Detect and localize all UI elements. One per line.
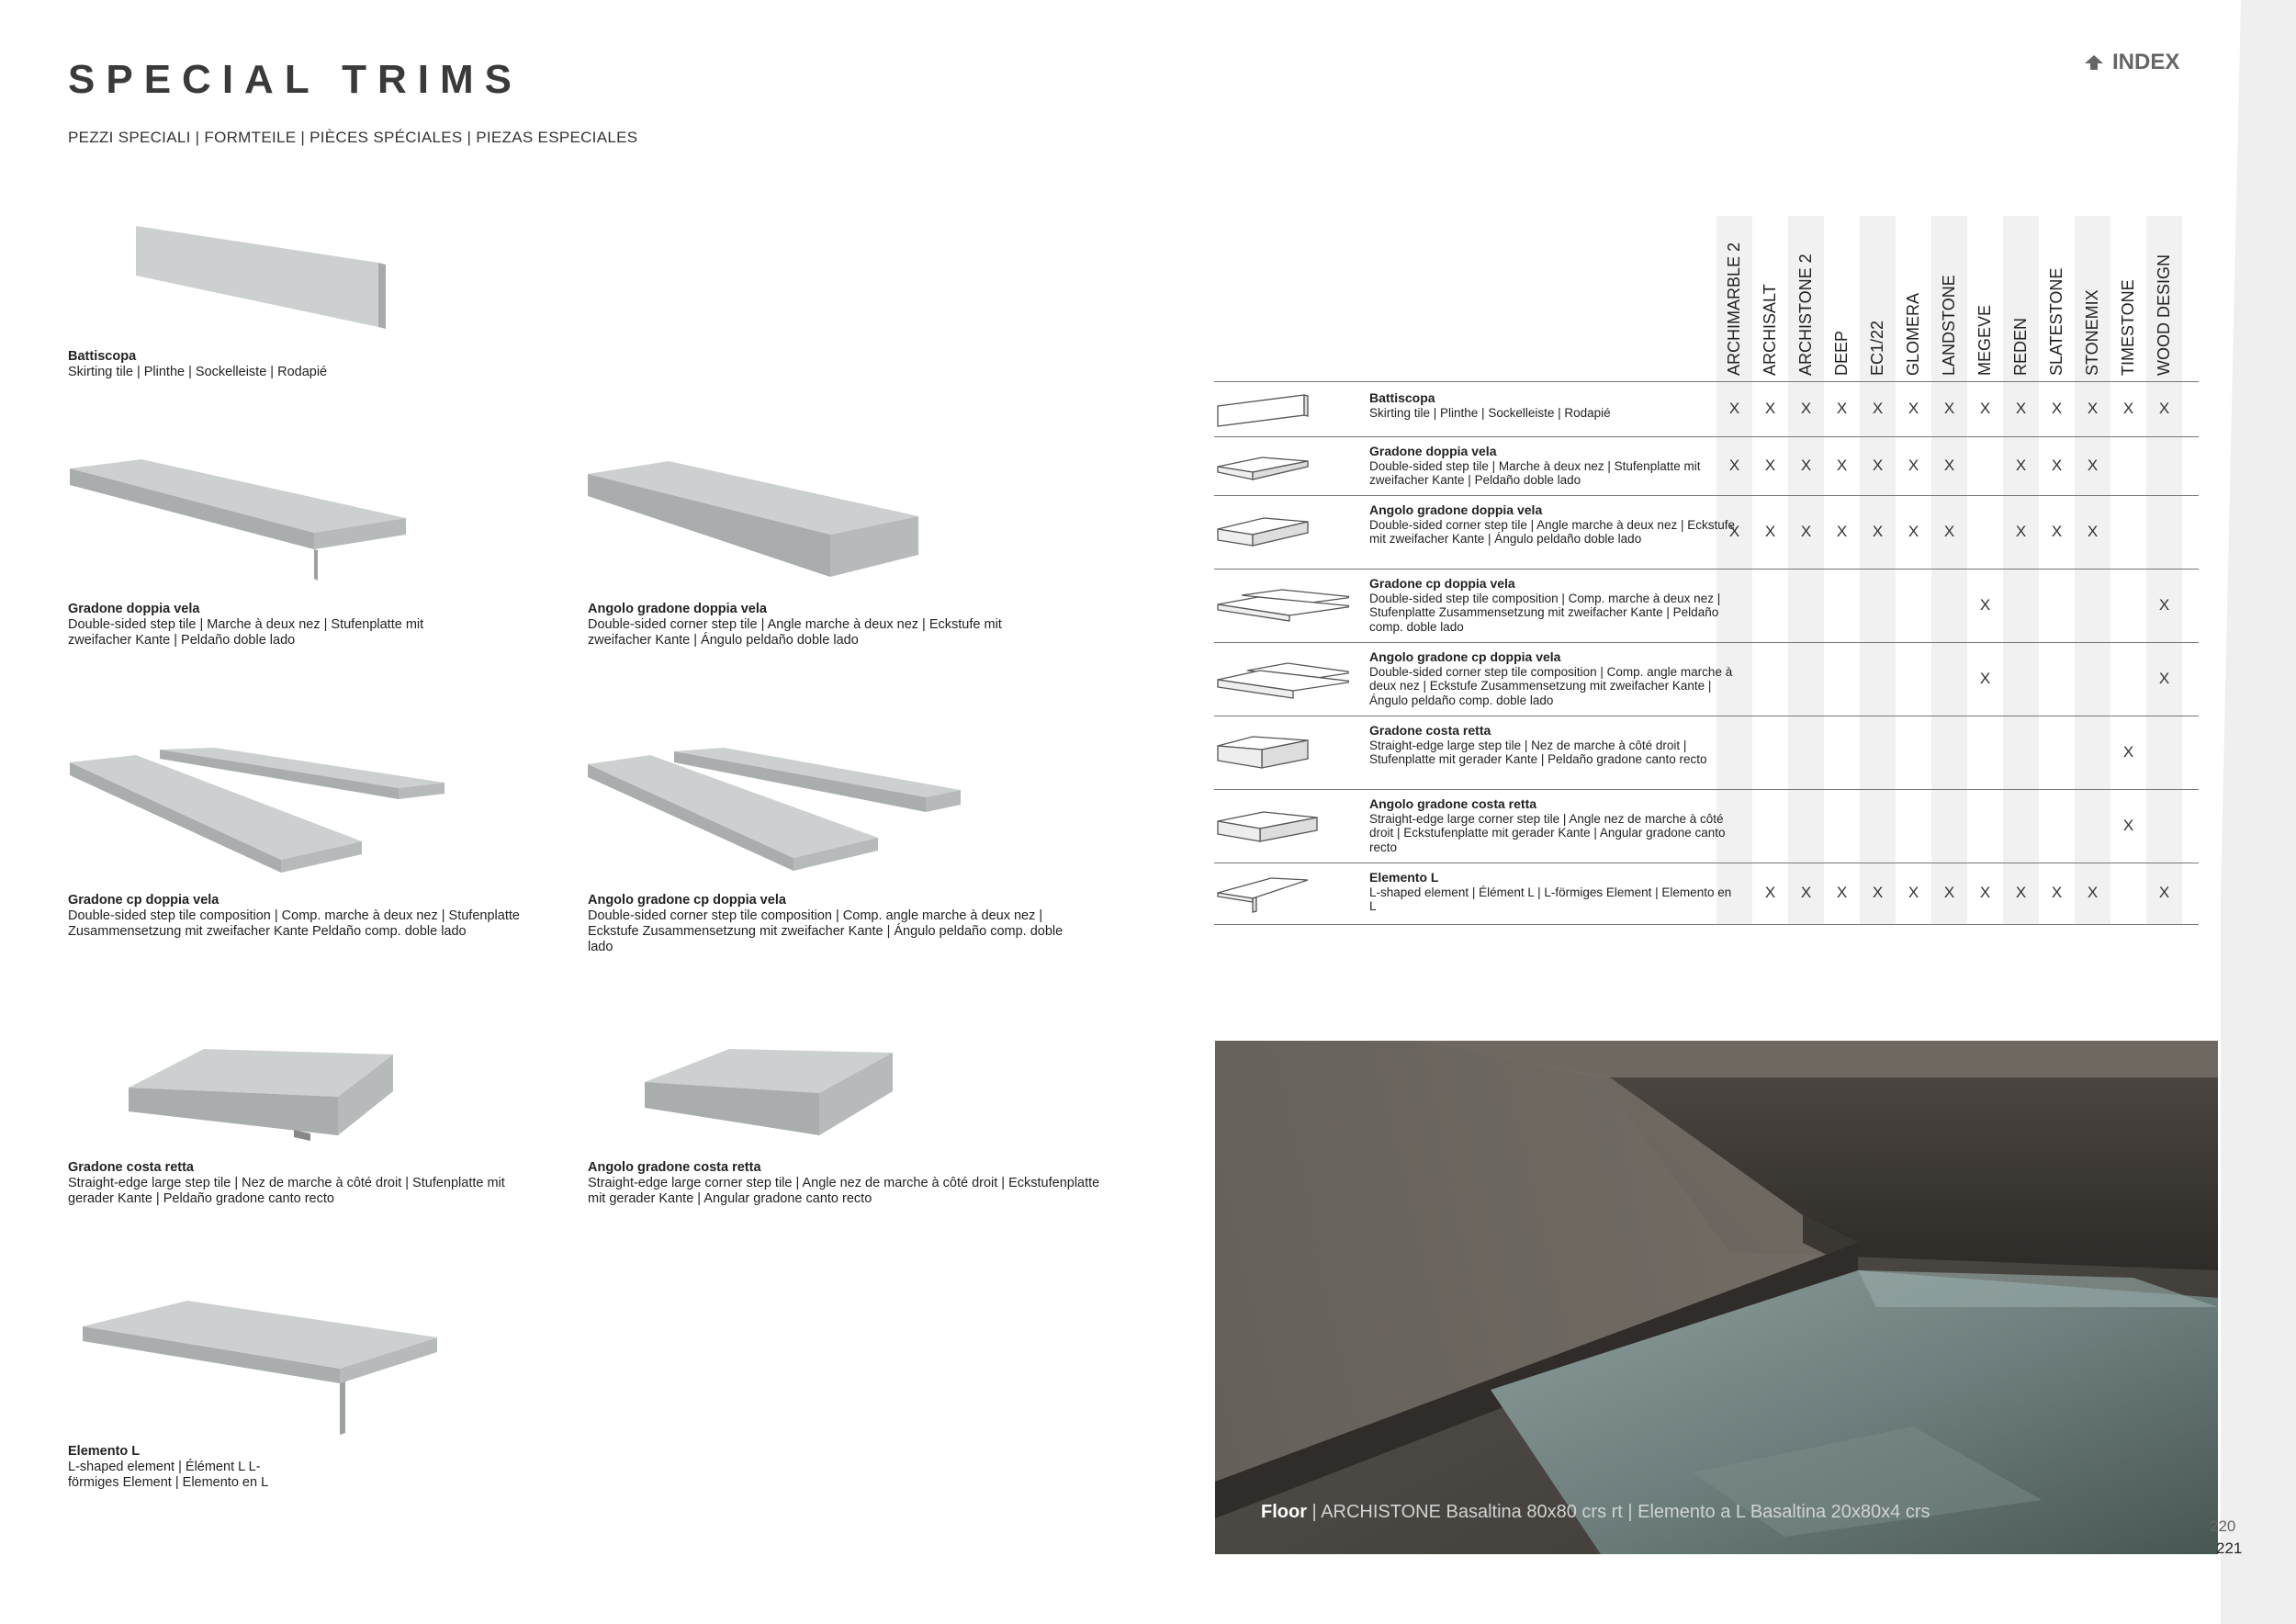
availability-mark: X xyxy=(1979,596,1991,614)
column-header xyxy=(2146,216,2182,381)
caption-desc: Skirting tile | Plinthe | Sockelleiste | Rodapié xyxy=(68,365,328,379)
caption-desc: Double-sided corner step tile | Angle marche à deux nez | Eckstufe mit zweifacher Kante | Ángulo peldaño doble lado xyxy=(588,617,1002,648)
row-text xyxy=(1369,503,1737,547)
column-label: ARCHISTONE 2 xyxy=(1795,254,1815,376)
column-header xyxy=(1860,216,1896,381)
caption-title: Battiscopa xyxy=(68,349,137,364)
row-text xyxy=(1369,445,1737,488)
caption-desc: Double-sided step tile | Marche à deux nez | Stufenplatte mit zweifacher Kante | Peldaño doble lado xyxy=(68,617,424,648)
gradone-doppia-vela-icon xyxy=(1216,450,1349,491)
row-title: Angolo gradone doppia vela xyxy=(1369,502,1543,517)
availability-mark: X xyxy=(1728,523,1740,540)
caption-title: Gradone costa retta xyxy=(68,1160,194,1175)
caption-angolo-gradone-doppia-vela xyxy=(588,602,1010,648)
caption-desc: Straight-edge large corner step tile | Angle nez de marche à côté droit | Eckstufenplatte mit gerader Kante | Angular gradone canto recto xyxy=(588,1176,1100,1206)
availability-mark: X xyxy=(1943,884,1955,901)
availability-mark: X xyxy=(1979,670,1991,687)
page-title: SPECIAL TRIMS xyxy=(68,57,523,102)
availability-mark: X xyxy=(2087,523,2099,540)
caption-title: Gradone doppia vela xyxy=(68,602,200,616)
page-number-left: 220 xyxy=(2210,1517,2236,1535)
availability-mark: X xyxy=(2122,743,2134,761)
photo-caption-label: Floor xyxy=(1261,1502,1307,1522)
availability-mark: X xyxy=(1872,457,1884,474)
caption-desc: Double-sided corner step tile composition | Comp. angle marche à deux nez | Eckstufe Zusammensetzung mit zweifacher Kante | Ángulo peldaño comp. doble lado xyxy=(588,908,1064,954)
table-row xyxy=(1214,569,2199,643)
row-title: Gradone doppia vela xyxy=(1369,444,1497,458)
elemento-l-icon xyxy=(1216,871,1349,921)
availability-mark: X xyxy=(1728,457,1740,474)
row-text xyxy=(1369,650,1737,707)
caption-title: Angolo gradone costa retta xyxy=(588,1160,761,1175)
availability-mark: X xyxy=(2122,400,2134,417)
gradone-cp-doppia-vela-icon xyxy=(1216,588,1349,633)
page-subtitle: PEZZI SPECIALI | FORMTEILE | PIÈCES SPÉCIALES | PIEZAS ESPECIALES xyxy=(68,129,638,146)
tile-image-gradone-doppia-vela xyxy=(68,457,417,586)
availability-mark: X xyxy=(2051,457,2063,474)
row-desc: Straight-edge large step tile | Nez de marche à côté droit | Stufenplatte mit gerader Kante | Peldaño gradone canto recto xyxy=(1369,738,1707,766)
column-label: GLOMERA xyxy=(1903,292,1922,376)
availability-mark: X xyxy=(1836,457,1848,474)
tile-image-angolo-gradone-cp-doppia-vela xyxy=(586,746,972,874)
row-desc: Double-sided step tile composition | Comp. marche à deux nez | Stufenplatte Zusammensetzung mit zweifacher Kante | Peldaño comp. doble lado xyxy=(1369,591,1721,634)
row-desc: Double-sided corner step tile composition | Comp. angle marche à deux nez | Eckstufe Zusammensetzung mit zweifacher Kante | Ángulo peldaño comp. doble lado xyxy=(1369,664,1733,707)
column-label: DEEP xyxy=(1831,330,1851,376)
column-header xyxy=(1931,216,1967,381)
caption-title: Angolo gradone cp doppia vela xyxy=(588,893,786,908)
availability-mark: X xyxy=(1908,523,1919,540)
caption-battiscopa xyxy=(68,349,327,380)
gradone-costa-retta-icon xyxy=(1216,733,1349,778)
table-row xyxy=(1214,716,2199,790)
availability-mark: X xyxy=(1943,523,1955,540)
column-header xyxy=(2039,216,2075,381)
availability-mark: X xyxy=(1979,884,1991,901)
availability-mark: X xyxy=(1872,523,1884,540)
caption-title: Elemento L xyxy=(68,1444,141,1459)
caption-elemento-l xyxy=(68,1444,298,1491)
availability-mark: X xyxy=(1908,400,1919,417)
row-text xyxy=(1369,391,1737,420)
availability-mark: X xyxy=(1764,523,1776,540)
column-label: MEGEVE xyxy=(1975,304,1994,376)
availability-mark: X xyxy=(1764,884,1776,901)
availability-mark: X xyxy=(1764,457,1776,474)
row-desc: Double-sided step tile | Marche à deux nez | Stufenplatte mit zweifacher Kante | Peldaño doble lado xyxy=(1369,458,1701,487)
arrow-up-icon xyxy=(2083,52,2109,73)
table-row xyxy=(1214,642,2199,716)
availability-mark: X xyxy=(2158,400,2170,417)
availability-mark: X xyxy=(1872,884,1884,901)
page-number-right: 221 xyxy=(2216,1539,2243,1557)
row-desc: Straight-edge large corner step tile | Angle nez de marche à côté droit | Eckstufenplatte mit gerader Kante | Angular gradone canto recto xyxy=(1369,811,1726,854)
availability-mark: X xyxy=(2051,884,2063,901)
column-label: EC1/22 xyxy=(1867,320,1886,376)
tile-image-angolo-gradone-doppia-vela xyxy=(586,459,935,588)
row-title: Battiscopa xyxy=(1369,390,1435,405)
availability-mark: X xyxy=(1800,884,1812,901)
caption-gradone-costa-retta xyxy=(68,1160,546,1207)
availability-mark: X xyxy=(2087,884,2099,901)
angolo-gradone-cp-doppia-vela-icon xyxy=(1216,661,1349,706)
caption-angolo-gradone-costa-retta xyxy=(588,1160,1102,1207)
caption-desc: Straight-edge large step tile | Nez de marche à côté droit | Stufenplatte mit gerader Kante | Peldaño gradone canto recto xyxy=(68,1176,505,1206)
column-header xyxy=(1788,216,1824,381)
column-header xyxy=(1967,216,2003,381)
caption-desc: L-shaped element | Élément L L-förmiges Element | Elemento en L xyxy=(68,1460,269,1490)
photo-caption xyxy=(1261,1502,1930,1523)
column-header xyxy=(2075,216,2110,381)
availability-mark: X xyxy=(2051,400,2063,417)
availability-mark: X xyxy=(1979,400,1991,417)
availability-mark: X xyxy=(1800,523,1812,540)
battiscopa-icon xyxy=(1216,391,1349,433)
column-label: SLATESTONE xyxy=(2046,267,2065,376)
row-title: Gradone cp doppia vela xyxy=(1369,576,1515,591)
availability-mark: X xyxy=(2158,884,2170,901)
caption-title: Angolo gradone doppia vela xyxy=(588,602,767,616)
tile-image-elemento-l xyxy=(79,1299,446,1437)
index-link[interactable] xyxy=(2083,50,2179,75)
column-header xyxy=(2003,216,2039,381)
index-label: INDEX xyxy=(2112,50,2180,74)
column-header xyxy=(1896,216,1931,381)
availability-mark: X xyxy=(1908,457,1919,474)
row-desc: Double-sided corner step tile | Angle marche à deux nez | Eckstufe mit zweifacher Kante | Ángulo peldaño doble lado xyxy=(1369,517,1735,546)
tile-image-angolo-gradone-costa-retta xyxy=(643,1047,900,1148)
column-label: LANDSTONE xyxy=(1939,275,1958,376)
floor-photo xyxy=(1215,1041,2218,1554)
column-label: TIMESTONE xyxy=(2118,279,2137,376)
availability-mark: X xyxy=(2122,817,2134,834)
caption-desc: Double-sided step tile composition | Comp. marche à deux nez | Stufenplatte Zusammensetzung mit zweifacher Kante Peldaño comp. doble lado xyxy=(68,908,520,939)
column-label: ARCHIMARBLE 2 xyxy=(1724,242,1743,376)
row-title: Gradone costa retta xyxy=(1369,723,1491,738)
caption-gradone-doppia-vela xyxy=(68,602,490,648)
availability-mark: X xyxy=(1943,400,1955,417)
availability-mark: X xyxy=(1872,400,1884,417)
availability-mark: X xyxy=(1728,400,1740,417)
row-desc: L-shaped element | Élément L | L-förmiges Element | Elemento en L xyxy=(1369,885,1732,913)
availability-mark: X xyxy=(2087,400,2099,417)
row-desc: Skirting tile | Plinthe | Sockelleiste | Rodapié xyxy=(1369,405,1611,420)
availability-mark: X xyxy=(1800,457,1812,474)
tile-image-gradone-costa-retta xyxy=(127,1047,402,1148)
availability-mark: X xyxy=(1764,400,1776,417)
table-row xyxy=(1214,789,2199,863)
column-header xyxy=(2110,216,2146,381)
row-text xyxy=(1369,871,1737,914)
availability-mark: X xyxy=(1836,884,1848,901)
availability-mark: X xyxy=(1943,457,1955,474)
column-label: WOOD DESIGN xyxy=(2154,254,2173,376)
column-header xyxy=(1752,216,1788,381)
column-label: STONEMIX xyxy=(2082,289,2101,376)
availability-mark: X xyxy=(1908,884,1919,901)
row-title: Angolo gradone cp doppia vela xyxy=(1369,649,1561,664)
availability-mark: X xyxy=(2015,884,2027,901)
row-text xyxy=(1369,797,1737,854)
availability-mark: X xyxy=(2158,670,2170,687)
caption-angolo-gradone-cp-doppia-vela xyxy=(588,893,1084,955)
availability-mark: X xyxy=(1836,523,1848,540)
column-label: ARCHISALT xyxy=(1760,284,1779,376)
photo-caption-text: | ARCHISTONE Basaltina 80x80 crs rt | Elemento a L Basaltina 20x80x4 crs xyxy=(1307,1502,1930,1522)
row-text xyxy=(1369,577,1737,634)
availability-mark: X xyxy=(2158,596,2170,614)
row-title: Angolo gradone costa retta xyxy=(1369,796,1537,811)
column-header xyxy=(1716,216,1752,381)
caption-gradone-cp-doppia-vela xyxy=(68,893,527,940)
row-text xyxy=(1369,724,1737,767)
caption-title: Gradone cp doppia vela xyxy=(68,893,219,908)
angolo-gradone-doppia-vela-icon xyxy=(1216,513,1349,558)
column-label: REDEN xyxy=(2010,317,2030,376)
availability-mark: X xyxy=(2015,457,2027,474)
tile-image-battiscopa xyxy=(129,220,395,331)
availability-mark: X xyxy=(2051,523,2063,540)
availability-mark: X xyxy=(1800,400,1812,417)
availability-mark: X xyxy=(1836,400,1848,417)
availability-mark: X xyxy=(2087,457,2099,474)
row-title: Elemento L xyxy=(1369,870,1439,885)
availability-mark: X xyxy=(2015,400,2027,417)
column-header xyxy=(1824,216,1860,381)
availability-mark: X xyxy=(2015,523,2027,540)
tile-image-gradone-cp-doppia-vela xyxy=(68,746,454,874)
angolo-gradone-costa-retta-icon xyxy=(1216,808,1349,853)
